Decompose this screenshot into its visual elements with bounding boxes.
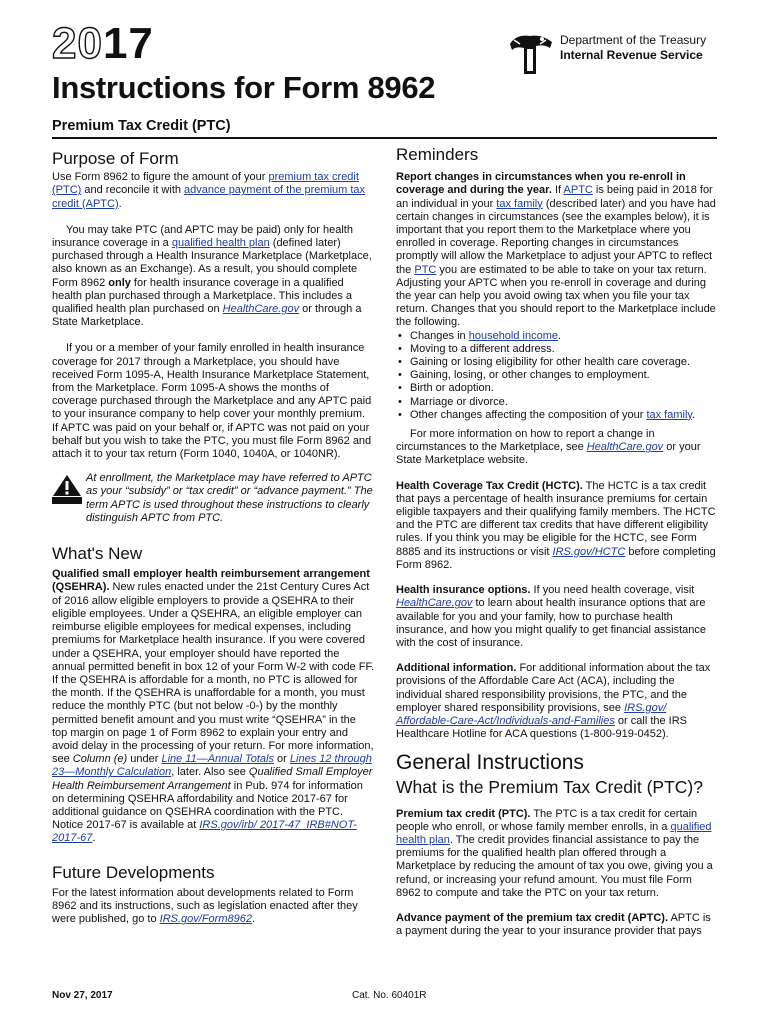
text: If you need health coverage, visit	[530, 584, 695, 597]
future-paragraph	[52, 887, 374, 927]
text: you are estimated to be able to take on your tax return. Adjusting your APTC when you re-enroll in coverage and during the year can help you avoid owing tax when you file your tax return. Changes that you should report to the Marketplace include the following.	[396, 263, 716, 329]
whats-new-heading: What's New	[52, 544, 143, 564]
link-hctc[interactable]: IRS.gov/HCTC	[552, 545, 626, 558]
year-solid: 17	[102, 19, 154, 68]
text: .	[251, 913, 256, 926]
text: and reconcile it with	[81, 184, 185, 197]
text: The HCTC is a tax credit that pays a percentage of health insurance premiums for certain eligible taxpayers and their qualifying family members. The HCTC and the PTC are different tax credits that have different eligibility rules. If you think you may be eligible for the HCTC, see Form 8885 and its instructions or visit	[396, 479, 716, 558]
text: (described later) and you have had certain changes in circumstances (see the examples below), it is important that you report them to the Marketplace where you enrolled in coverage. Reporting changes in circumstances promptly will allow the Marketplace to adjust your APTC to reflect the	[396, 197, 716, 276]
list-item: • Gaining or losing eligibility for other health care coverage.	[410, 356, 718, 369]
list-item: • Birth or adoption.	[410, 382, 718, 395]
caution-icon	[52, 474, 82, 504]
text-bold: Health insurance options.	[396, 584, 531, 597]
qsehra-paragraph	[52, 568, 374, 845]
irs-eagle-logo-icon	[506, 30, 556, 80]
text-bold: Qualified small employer health reimbursement arrangement (QSEHRA).	[52, 568, 370, 594]
text: under	[127, 753, 162, 766]
link-qualified-health-plan-2[interactable]: qualified health plan	[396, 820, 712, 846]
text: Other changes affecting the composition of your	[410, 408, 647, 421]
aptc-paragraph	[396, 912, 718, 938]
link-household-income[interactable]: household income	[468, 329, 559, 342]
list-item: • Moving to a different address.	[410, 343, 718, 356]
link-tax-family[interactable]: tax family	[496, 197, 543, 210]
text: APTC is a payment during the year to your insurance provider that pays	[396, 911, 711, 938]
left-column	[52, 149, 375, 926]
changes-list	[396, 330, 718, 422]
text-bold: Report changes in circumstances when you re-enroll in coverage and during the year.	[396, 171, 686, 197]
text: or through a State Marketplace.	[52, 303, 362, 329]
text: New rules enacted under the 21st Century Cures Act of 2016 allow eligible employers to provide a QSEHRA to their eligible employees. Under a QSEHRA, an eligible employer can reimburse eligible employees for medical expenses, including premiums for Marketplace health insurance. If you were covered under a QSEHRA, your employer should have reported the annual permitted benefit in box 12 of your Form W-2 with code FF. If the QSEHRA is affordable for a month, no PTC is allowed for the month. If the QSEHRA is unaffordable for a month, you must reduce the monthly PTC (but not below -0-) by the monthly permitted benefit amount and you must write “QSEHRA” in the top margin on page 1 of Form 8962 to explain your entry and avoid delay in the processing of your return. For more information, see	[52, 581, 375, 766]
link-form8962[interactable]: IRS.gov/Form8962	[159, 913, 252, 926]
link-lines12-23[interactable]: Lines 12 through 23—Monthly Calculation	[52, 753, 372, 779]
link-aptc[interactable]: advance payment of the premium tax credit (APTC)	[52, 184, 366, 210]
additional-info-paragraph	[396, 662, 718, 741]
text: For more information on how to report a change in circumstances to the Marketplace, see	[396, 428, 655, 454]
health-options-paragraph	[396, 584, 718, 650]
what-is-ptc-heading: What is the Premium Tax Credit (PTC)?	[396, 776, 703, 797]
reminders-more-paragraph	[396, 428, 718, 468]
purpose-heading: Purpose of Form	[52, 149, 179, 168]
footer-date: Nov 27, 2017	[52, 990, 113, 1001]
text: Use Form 8962 to figure the amount of your	[52, 171, 269, 184]
text: If	[551, 184, 564, 197]
link-line11[interactable]: Line 11—Annual Totals	[161, 753, 274, 766]
page-title: Instructions for Form 8962	[52, 70, 436, 105]
text: .	[92, 832, 96, 845]
list-item	[410, 330, 718, 343]
text: or	[273, 753, 290, 766]
general-instructions-heading: General Instructions	[396, 751, 584, 775]
link-irb[interactable]: IRS.gov/irb/ 2017-47_IRB#NOT-2017-67	[52, 819, 357, 845]
text: to learn about health insurance options that are available for you and your family, how to purchase health insurance, and how you might qualify to get financial assistance with the cost of insurance.	[396, 597, 707, 649]
list-item: • Marriage or divorce.	[410, 396, 718, 409]
text-italic: Qualified Small Employer Health Reimbursement Arrangement	[52, 766, 373, 792]
text: For the latest information about developments related to Form 8962 and its instructions, such as legislation enacted after they were published, go to	[52, 886, 358, 926]
link-ptc-r[interactable]: PTC	[414, 263, 437, 276]
list-item	[410, 409, 718, 422]
right-column	[396, 145, 718, 938]
text: for health insurance coverage in a qualified health plan purchased through a Marketplace. This includes a qualified health plan purchased on	[52, 276, 353, 316]
reminders-heading: Reminders	[396, 145, 479, 164]
text: or your State Marketplace website.	[396, 441, 701, 467]
text-bold: only	[108, 276, 131, 289]
link-healthcare-gov-2[interactable]: HealthCare.gov	[586, 441, 664, 454]
link-qualified-health-plan[interactable]: qualified health plan	[171, 237, 270, 250]
reminders-paragraph	[396, 171, 718, 329]
link-healthcare-gov-3[interactable]: HealthCare.gov	[396, 597, 473, 610]
text-bold: Premium tax credit (PTC).	[396, 807, 531, 820]
agency-block	[560, 33, 706, 63]
purpose-paragraph-2	[52, 224, 374, 330]
footer-cat-no: Cat. No. 60401R	[352, 990, 427, 1001]
text: .	[692, 408, 696, 421]
text: .	[118, 197, 122, 210]
purpose-paragraph-3: If you or a member of your family enrolled in health insurance coverage for 2017 through a Marketplace, you should have received Form 1095-A, Health Insurance Marketplace Statement, from the Marketplace. Form 1095-A shows the months of coverage purchased through the Marketplace and any APTC paid to your insurance company to help cover your monthly premium. If APTC was paid on your behalf or, if APTC was not paid on your behalf but you wish to take the PTC, you must file Form 8962 and attach it to your tax return (Form 1040, 1040A, or 1040NR).	[52, 342, 372, 461]
list-item: • Gaining, losing, or other changes to employment.	[410, 369, 718, 382]
text-bold: Advance payment of the premium tax credit (APTC).	[396, 911, 668, 924]
form-year	[52, 19, 154, 68]
text-bold: Health Coverage Tax Credit (HCTC).	[396, 479, 583, 492]
text: .	[558, 329, 562, 342]
text: is being paid in 2018 for an individual in your	[396, 184, 713, 210]
text: The PTC is a tax credit for certain people who enroll, or whose family member enrolls, in a	[396, 807, 698, 833]
caution-label: CAUTION	[54, 504, 80, 511]
purpose-paragraph-1	[52, 171, 374, 211]
page-subtitle: Premium Tax Credit (PTC)	[52, 118, 231, 134]
link-aptc-r[interactable]: APTC	[563, 184, 593, 197]
caution-box	[52, 472, 374, 525]
text: or call the IRS Healthcare Hotline for ACA questions (1-800-919-0452).	[396, 714, 688, 741]
agency-line-treasury: Department of the Treasury	[560, 33, 707, 47]
link-healthcare-gov[interactable]: HealthCare.gov	[222, 303, 300, 316]
future-developments-heading: Future Developments	[52, 862, 215, 882]
text-italic: Column (e)	[72, 753, 128, 766]
text-bold: Additional information.	[396, 662, 517, 675]
text: , later. Also see	[171, 766, 249, 779]
link-aca[interactable]: IRS.gov/ Affordable-Care-Act/Individuals-and-Families	[396, 701, 667, 727]
text: . The credit provides financial assistance to pay the premiums for the qualified health plan offered through a Marketplace by reducing the amount of tax you owe, giving you a refund, or increasing your refund amount. You must file Form 8962 to compute and take the PTC on your tax return.	[396, 833, 713, 899]
text: before completing Form 8962.	[396, 545, 716, 571]
ptc-paragraph	[396, 808, 718, 900]
hctc-paragraph	[396, 480, 718, 572]
year-outline: 20	[52, 19, 103, 68]
link-ptc[interactable]: premium tax credit (PTC)	[52, 171, 359, 197]
text: You may take PTC (and APTC may be paid) only for health insurance coverage in a	[52, 223, 353, 250]
text: For additional information about the tax provisions of the Affordable Care Act (ACA), including the individual shared responsibility provisions, the PTC, and the employer shared responsibility provisions, see	[396, 662, 711, 714]
header-rule	[52, 137, 717, 139]
link-tax-family-2[interactable]: tax family	[646, 408, 693, 421]
text: in Pub. 974 for information on determining QSEHRA affordability and Notice 2017-67 for additional guidance on QSEHRA coordination with the PTC. Notice 2017-67 is available at	[52, 779, 363, 832]
text: Changes in	[410, 329, 469, 342]
caution-text: At enrollment, the Marketplace may have referred to APTC as your “subsidy” or “tax credit” or “advance payment.” The term APTC is used throughout these instructions to clearly distinguish APTC from PTC.	[86, 472, 373, 524]
text: (defined later) purchased through a Health Insurance Marketplace (Marketplace, also known as an Exchange). As a result, you should complete Form 8962	[52, 237, 372, 289]
agency-line-irs: Internal Revenue Service	[560, 48, 703, 62]
